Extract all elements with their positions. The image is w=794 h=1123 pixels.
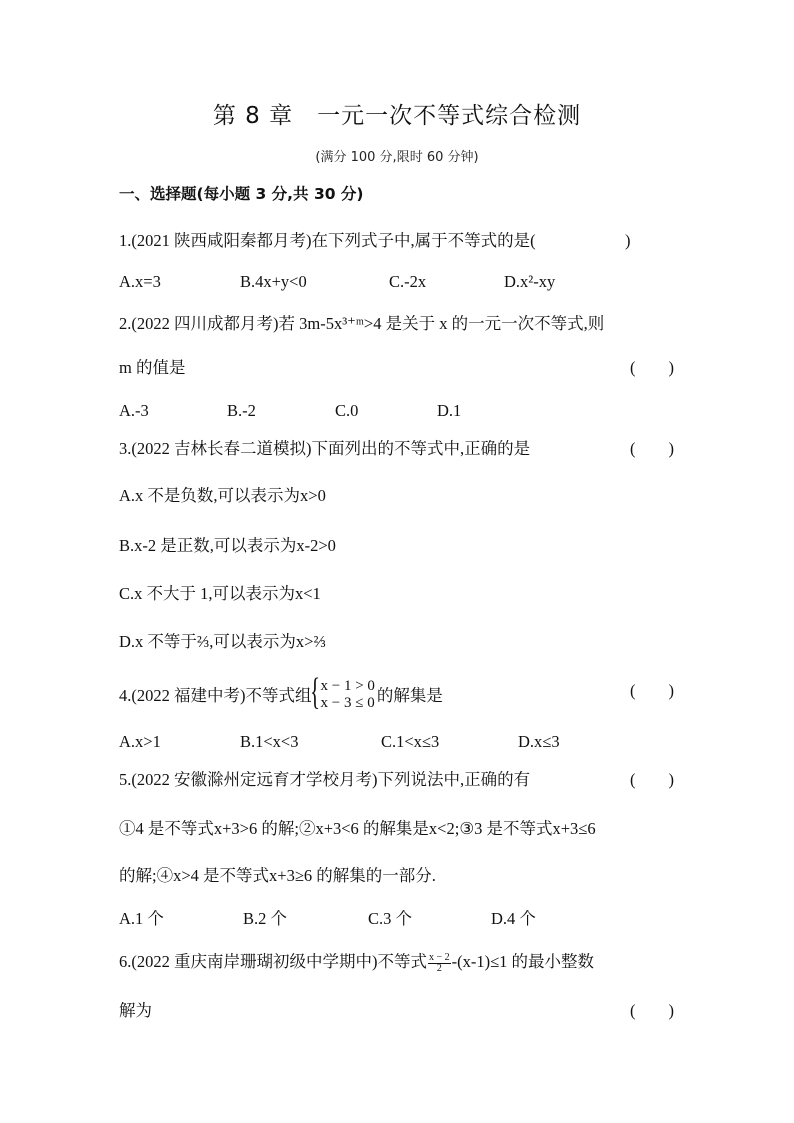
page-subtitle: (满分 100 分,限时 60 分钟) xyxy=(315,150,479,165)
question-3-option-d: D.x 不等于⅔,可以表示为x>⅔ xyxy=(119,632,326,651)
brace-symbol: { xyxy=(309,671,320,713)
question-2-stem-continued: m 的值是 xyxy=(119,358,186,377)
question-6 xyxy=(119,951,674,974)
answer-paren: ( ) xyxy=(630,770,674,789)
question-1-paren-close: ) xyxy=(625,231,631,250)
answer-paren: ( ) xyxy=(630,681,674,700)
option-d: D.1 xyxy=(437,401,462,420)
question-3-option-c: C.x 不大于 1,可以表示为x<1 xyxy=(119,584,321,603)
option-c: C.-2x xyxy=(389,272,427,291)
option-a: A.-3 xyxy=(119,401,149,420)
fraction-numerator: x − 2 xyxy=(429,951,450,963)
question-4-stem-end: 的解集是 xyxy=(376,685,443,705)
question-3 xyxy=(119,438,674,460)
question-2-line2 xyxy=(119,357,674,379)
option-d: D.x²-xy xyxy=(504,272,556,291)
question-5-body-2: 的解;④x>4 是不等式x+3≥6 的解集的一部分. xyxy=(119,866,436,885)
option-c: C.1<x≤3 xyxy=(381,732,440,751)
answer-paren: ( ) xyxy=(630,358,674,377)
question-6-stem: 6.(2022 重庆南岸珊瑚初级中学期中)不等式 xyxy=(119,952,427,971)
question-5 xyxy=(119,769,674,791)
inequality-system xyxy=(309,671,375,713)
fraction-denominator: 2 xyxy=(436,962,442,974)
option-b: B.4x+y<0 xyxy=(240,272,307,291)
option-a: A.1 个 xyxy=(119,909,164,928)
fraction xyxy=(428,953,451,974)
answer-paren: ( ) xyxy=(630,1001,674,1020)
question-4 xyxy=(119,671,674,714)
question-1 xyxy=(119,230,674,252)
option-b: B.2 个 xyxy=(243,909,288,928)
option-b: B.-2 xyxy=(227,401,256,420)
option-d: D.4 个 xyxy=(491,909,536,928)
option-c: C.3 个 xyxy=(368,909,413,928)
option-a: A.x=3 xyxy=(119,272,161,291)
question-2 xyxy=(119,313,674,335)
option-d: D.x≤3 xyxy=(518,732,560,751)
question-5-body-1: ①4 是不等式x+3>6 的解;②x+3<6 的解集是x<2;③3 是不等式x+3≤6 xyxy=(119,819,596,838)
section-heading: 一、选择题(每小题 3 分,共 30 分) xyxy=(119,185,364,203)
answer-paren: ( ) xyxy=(630,439,674,458)
question-6-stem-end: -(x-1)≤1 的最小整数 xyxy=(451,952,595,971)
question-6-line2 xyxy=(119,1000,674,1022)
question-3-stem: 3.(2022 吉林长春二道模拟)下面列出的不等式中,正确的是 xyxy=(119,439,531,458)
option-c: C.0 xyxy=(335,401,359,420)
system-line-2: x − 3 ≤ 0 xyxy=(320,695,375,711)
question-6-stem-continued: 解为 xyxy=(119,1001,152,1020)
page-title: 第 8 章 一元一次不等式综合检测 xyxy=(212,103,582,129)
option-a: A.x>1 xyxy=(119,732,161,751)
system-line-1: x − 1 > 0 xyxy=(320,678,375,694)
question-2-stem: 2.(2022 四川成都月考)若 3m-5x³⁺ᵐ>4 是关于 x 的一元一次不等式,则 xyxy=(119,314,605,333)
question-3-option-b: B.x-2 是正数,可以表示为x-2>0 xyxy=(119,536,336,555)
question-3-option-a: A.x 不是负数,可以表示为x>0 xyxy=(119,486,326,505)
question-4-stem: 4.(2022 福建中考)不等式组 xyxy=(119,685,312,705)
option-b: B.1<x<3 xyxy=(240,732,299,751)
question-5-stem: 5.(2022 安徽滁州定远育才学校月考)下列说法中,正确的有 xyxy=(119,770,531,789)
question-1-stem: 1.(2021 陕西咸阳秦都月考)在下列式子中,属于不等式的是( xyxy=(119,231,536,250)
